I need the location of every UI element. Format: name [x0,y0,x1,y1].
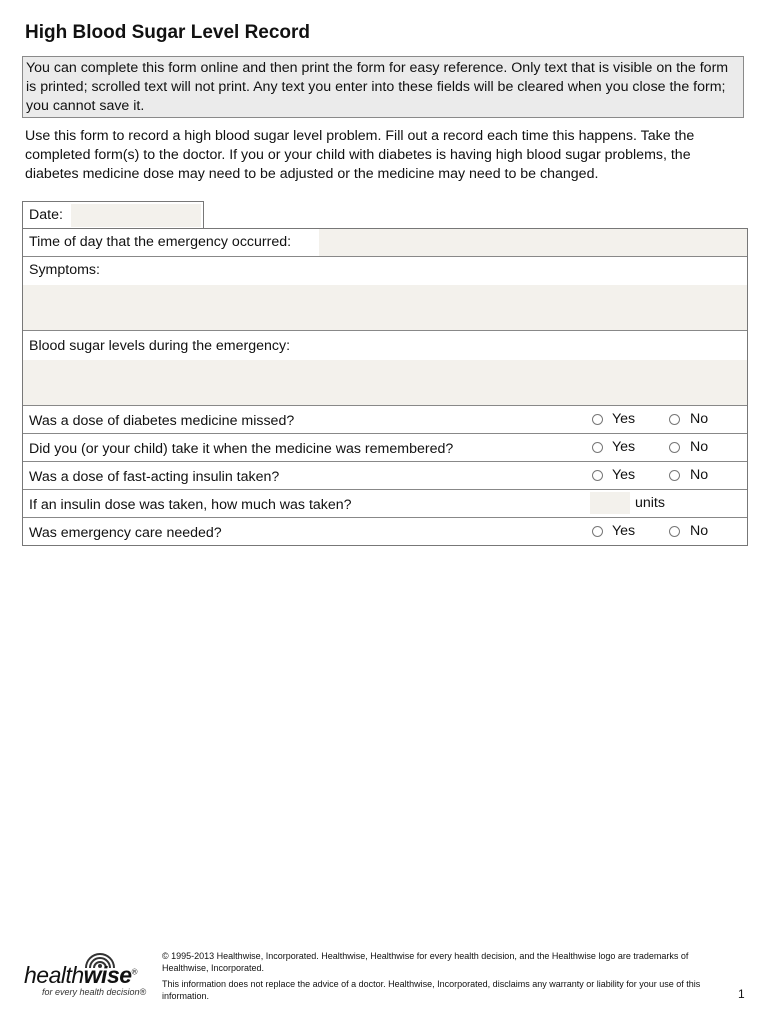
no-label: No [690,467,709,483]
no-radio[interactable] [669,470,680,481]
healthwise-logo [22,940,152,1004]
time-row [23,228,747,257]
yes-radio[interactable] [592,442,603,453]
symptoms-label: Symptoms: [29,262,100,278]
page-number: 1 [738,987,745,1001]
record-form [22,228,748,546]
question-label: Did you (or your child) take it when the medicine was remembered? [29,441,454,457]
no-label: No [690,523,709,539]
insulin-label: If an insulin dose was taken, how much was taken? [29,497,352,513]
yes-radio[interactable] [592,470,603,481]
emergency-row [23,517,747,546]
logo-word-light: health [24,962,84,988]
yes-label: Yes [612,439,636,455]
no-radio[interactable] [669,526,680,537]
levels-field[interactable] [23,360,747,406]
question-row [23,433,747,462]
question-row [23,405,747,434]
logo-tagline: for every health decision® [42,987,147,997]
time-label: Time of day that the emergency occurred: [29,234,292,250]
page-title: High Blood Sugar Level Record [25,22,311,43]
no-label: No [690,439,709,455]
levels-row [23,330,747,406]
disclaimer-text: This information does not replace the advice of a doctor. Healthwise, Incorporated, disclaims any warranty or liability for your use of this information. [162,979,701,1001]
yes-label: Yes [612,523,636,539]
no-radio[interactable] [669,414,680,425]
symptoms-row [23,256,747,331]
yes-radio[interactable] [592,526,603,537]
date-box [22,201,204,229]
logo-word-bold: wise [83,962,132,988]
insulin-row [23,489,747,518]
symptoms-field[interactable] [23,285,747,331]
logo-registered: ® [131,967,137,977]
logo-wordmark [24,962,137,989]
question-row [23,461,747,490]
instructions-notice: You can complete this form online and then print the form for easy reference. Only text that is visible on the form is printed; scrolled text will not print. Any text you enter into these fields will be cleared when you close the form; you cannot save it. [22,56,744,118]
units-label: units [635,495,665,511]
date-label: Date: [29,207,63,223]
no-radio[interactable] [669,442,680,453]
time-field[interactable] [319,229,747,256]
copyright-text: © 1995-2013 Healthwise, Incorporated. Healthwise, Healthwise for every health decision, and the Healthwise logo are trademarks of Healthwise, Incorporated. [162,951,689,973]
no-label: No [690,411,709,427]
question-label: Was a dose of diabetes medicine missed? [29,413,295,429]
date-field[interactable] [71,204,201,227]
yes-label: Yes [612,467,636,483]
levels-label: Blood sugar levels during the emergency: [29,338,291,354]
units-field[interactable] [590,492,630,514]
question-label: Was a dose of fast-acting insulin taken? [29,469,280,485]
emergency-label: Was emergency care needed? [29,525,222,541]
intro-paragraph: Use this form to record a high blood sugar level problem. Fill out a record each time this happens. Take the completed form(s) to the doctor. If you or your child with diabetes is having high blood sugar problems, the diabetes medicine dose may need to be adjusted or the medicine may need to be changed. [25,128,695,182]
yes-label: Yes [612,411,636,427]
yes-radio[interactable] [592,414,603,425]
